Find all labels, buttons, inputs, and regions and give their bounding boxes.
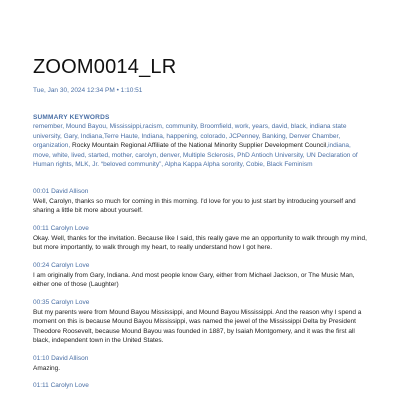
keywords-heading: SUMMARY KEYWORDS bbox=[33, 114, 110, 121]
document-meta: Tue, Jan 30, 2024 12:34 PM • 1:10:51 bbox=[33, 87, 143, 94]
transcript-entry bbox=[33, 298, 367, 346]
speaker-name: David Allison bbox=[51, 187, 89, 195]
utterance-text: Well, Carolyn, thanks so much for coming in this morning. I'd love for you to just start by introducing yourself and sharing a little bit more about yourself. bbox=[33, 197, 356, 214]
summary-keywords bbox=[33, 113, 367, 170]
keywords-part-1: remember, Mound Bayou, Mississippi,racism, community, Broomfield, work, years, david, black, indiana state university, Gary, Indiana,Terre Haute, Indiana, happening, colorado, JCPenney, Banking, Denver Chamber, organization, bbox=[33, 123, 347, 149]
speaker-name: Carolyn Love bbox=[51, 261, 90, 269]
utterance-text: But my parents were from Mound Bayou Mississippi, and Mound Bayou Mississippi. And the reason why I spend a moment on this is because Mound Bayou Mississippi, was named the jewel of the Mississippi Delta by President Theodore Roosevelt, because Mound Bayou was founded in 1887, by Isaiah Montgomery, and it was the first all black, independent town in the United States. bbox=[33, 308, 362, 344]
document-title: ZOOM0014_LR bbox=[33, 56, 177, 78]
keywords-text bbox=[33, 122, 367, 170]
timestamp: 00:35 bbox=[33, 298, 50, 306]
speaker-name: David Allison bbox=[51, 354, 89, 362]
speaker-line bbox=[33, 381, 367, 390]
transcript bbox=[33, 187, 367, 391]
timestamp: 01:10 bbox=[33, 354, 50, 362]
speaker-name: Carolyn Love bbox=[50, 382, 89, 389]
timestamp: 00:11 bbox=[33, 224, 49, 232]
timestamp: 00:24 bbox=[33, 261, 50, 269]
transcript-entry bbox=[33, 261, 367, 290]
utterance-text: Amazing. bbox=[33, 364, 61, 372]
keywords-part-3: ,indiana, move, white, lived, started, mother, carolyn, denver, Multiple Sclerosis, PhD Antioch University, UN Declaration of Human rights, MLK, Jr. “beloved community”, Alpha Kappa Alpha sorority, Cobie, Black Feminism bbox=[33, 142, 358, 168]
speaker-line bbox=[33, 298, 367, 307]
speaker-line bbox=[33, 354, 367, 363]
speaker-line bbox=[33, 187, 367, 196]
timestamp: 01:11 bbox=[33, 382, 49, 389]
transcript-entry bbox=[33, 354, 367, 374]
utterance-text: I am originally from Gary, Indiana. And most people know Gary, either from Michael Jackson, or The Music Man, either one of those (Laughter) bbox=[33, 271, 355, 288]
speaker-name: Carolyn Love bbox=[50, 224, 89, 232]
utterance-text: Okay. Well, thanks for the invitation. Because like I said, this really gave me an opportunity to walk through my mind, but more importantly, to walk through my heart, to really understand how I got here. bbox=[33, 234, 367, 251]
transcript-entry bbox=[33, 187, 367, 216]
timestamp: 00:01 bbox=[33, 187, 50, 195]
keywords-part-2: Rocky Mountain Regional Affiliate of the National Minority Supplier Development Council bbox=[72, 142, 327, 149]
speaker-line bbox=[33, 261, 367, 270]
transcript-entry bbox=[33, 381, 367, 390]
transcript-entry bbox=[33, 224, 367, 253]
speaker-line bbox=[33, 224, 367, 233]
speaker-name: Carolyn Love bbox=[51, 298, 90, 306]
